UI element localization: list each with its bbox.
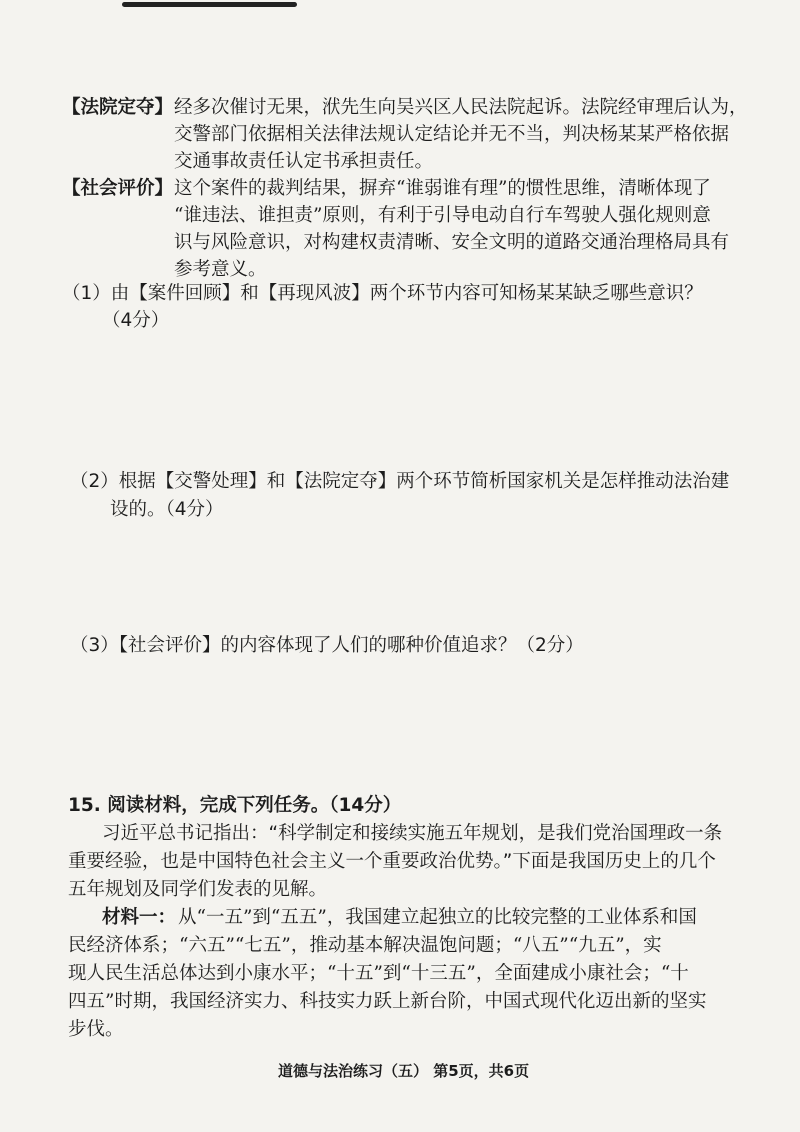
society-line-3: 识与风险意识，对构建权责清晰、安全文明的道路交通治理格局具有 <box>174 232 730 253</box>
court-line-3: 交通事故责任认定书承担责任。 <box>174 151 434 172</box>
society-tag: 【社会评价】 <box>62 178 174 199</box>
society-line-4: 参考意义。 <box>174 259 267 280</box>
court-line-2: 交警部门依据相关法律法规认定结论并无不当，判决杨某某严格依据 <box>174 124 730 145</box>
q15-intro-line-1: 习近平总书记指出：“科学制定和接续实施五年规划，是我们党治国理政一条 <box>102 823 723 844</box>
question-2-line-1: （2）根据【交警处理】和【法院定夺】两个环节简析国家机关是怎样推动法治建 <box>70 471 730 492</box>
question-1-line-1: （1）由【案件回顾】和【再现风波】两个环节内容可知杨某某缺乏哪些意识？ <box>62 283 703 304</box>
court-line-1: 经多次催讨无果，洑先生向吴兴区人民法院起诉。法院经审理后认为， <box>174 97 748 118</box>
material-1-line-2: 民经济体系；“六五”“七五”，推动基本解决温饱问题；“八五”“九五”，实 <box>68 935 662 956</box>
society-line-2: “谁违法、谁担责”原则，有利于引导电动自行车驾驶人强化规则意 <box>174 205 711 226</box>
court-tag: 【法院定夺】 <box>62 97 174 118</box>
society-line-1: 这个案件的裁判结果，摒弃“谁弱谁有理”的惯性思维，清晰体现了 <box>174 178 711 199</box>
material-1-line-4: 四五”时期，我国经济实力、科技实力跃上新台阶，中国式现代化迈出新的坚实 <box>68 991 707 1012</box>
material-1-label: 材料一： <box>102 907 177 928</box>
question-1-line-2: （4分） <box>102 310 170 331</box>
question-2-line-2: 设的。（4分） <box>110 499 224 520</box>
question-3-line-1: （3）【社会评价】的内容体现了人们的哪种价值追求？（2分） <box>70 635 584 656</box>
material-1-line-1: 从“一五”到“五五”，我国建立起独立的比较完整的工业体系和国 <box>178 907 697 928</box>
question-15-heading: 15. 阅读材料，完成下列任务。（14分） <box>68 795 402 816</box>
q15-intro-line-2: 重要经验，也是中国特色社会主义一个重要政治优势。”下面是我国历史上的几个 <box>68 851 716 872</box>
material-1-line-3: 现人民生活总体达到小康水平；“十五”到“十三五”，全面建成小康社会；“十 <box>68 963 689 984</box>
material-1-line-5: 步伐。 <box>68 1019 124 1040</box>
page-footer: 道德与法治练习（五） 第5页，共6页 <box>278 1062 530 1080</box>
q15-intro-line-3: 五年规划及同学们发表的见解。 <box>68 879 328 900</box>
scan-edge-mark <box>122 2 297 7</box>
